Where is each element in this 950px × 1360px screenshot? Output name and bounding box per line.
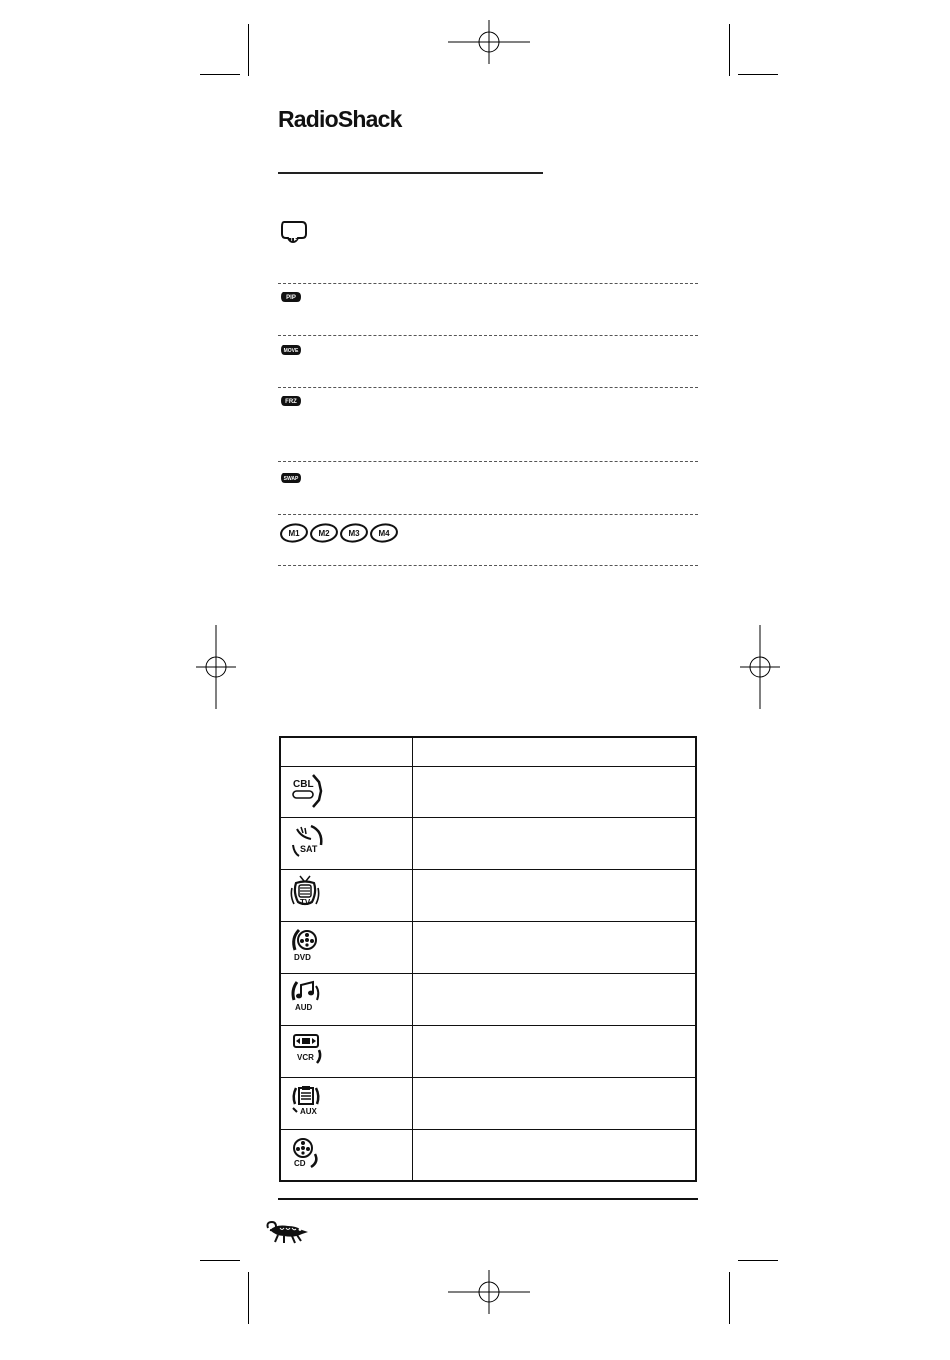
- registration-mark-top: [448, 20, 530, 64]
- registration-mark-right: [740, 625, 780, 709]
- crop-mark: [248, 1272, 249, 1324]
- macro-button-label: M2: [318, 529, 330, 538]
- crop-mark: [729, 1272, 730, 1324]
- table-row: [281, 922, 695, 974]
- macro-button-m1: [280, 523, 308, 543]
- macro-button-m4: [370, 523, 398, 543]
- table-row: [281, 1130, 695, 1180]
- macro-button-label: M4: [378, 529, 390, 538]
- registration-mark-bottom: [448, 1270, 530, 1314]
- divider: [278, 283, 698, 284]
- table-row: [281, 766, 695, 818]
- device-label: DVD: [294, 953, 311, 962]
- macro-button-label: M1: [288, 529, 300, 538]
- device-label: VCR: [297, 1053, 314, 1062]
- table-row: [281, 1078, 695, 1130]
- crop-mark: [738, 1260, 778, 1261]
- divider: [278, 565, 698, 566]
- device-table: [279, 736, 697, 1182]
- frz-button-label: FRZ: [285, 399, 297, 406]
- crop-mark: [729, 24, 730, 76]
- divider: [278, 461, 698, 462]
- table-header: [281, 738, 695, 767]
- radioshack-logo: RadioShack: [278, 106, 402, 132]
- macro-button-m2: [310, 523, 338, 543]
- pip-small-button: [280, 291, 302, 303]
- music-note-icon: [289, 978, 329, 1020]
- device-label: CD: [294, 1159, 306, 1168]
- device-label: AUX: [300, 1107, 317, 1116]
- macro-buttons: [280, 523, 400, 543]
- divider: [278, 387, 698, 388]
- dvd-disc-icon: [289, 926, 329, 968]
- table-row: [281, 870, 695, 922]
- footer-rule: [278, 1198, 698, 1200]
- move-small-button: [280, 344, 302, 356]
- device-label: CBL: [293, 779, 314, 790]
- device-label: SAT: [300, 844, 318, 854]
- move-button-label: MOVE: [283, 348, 299, 355]
- crop-mark: [248, 24, 249, 76]
- svg-text:I: I: [291, 237, 293, 243]
- pip-button-label: PIP: [286, 295, 296, 302]
- swap-small-button: [280, 472, 302, 484]
- macro-button-m3: [340, 523, 368, 543]
- compact-disc-icon: [289, 1134, 329, 1176]
- television-icon: [289, 874, 329, 916]
- device-label: AUD: [295, 1003, 313, 1012]
- vcr-tape-icon: [289, 1030, 329, 1072]
- pip-button-icon: [280, 220, 308, 244]
- satellite-icon: [289, 823, 329, 863]
- chameleon-mascot-icon: [262, 1218, 310, 1246]
- frz-small-button: [280, 395, 302, 407]
- section-rule: [278, 172, 543, 174]
- crop-mark: [738, 74, 778, 75]
- aux-device-icon: [289, 1082, 329, 1124]
- divider: [278, 335, 698, 336]
- swap-button-label: SWAP: [283, 476, 299, 483]
- crop-mark: [200, 1260, 240, 1261]
- device-label: TV: [300, 898, 311, 907]
- table-row: [281, 974, 695, 1026]
- table-row: [281, 1026, 695, 1078]
- macro-button-label: M3: [348, 529, 360, 538]
- registration-mark-left: [196, 625, 236, 709]
- divider: [278, 514, 698, 515]
- cable-box-icon: [289, 772, 329, 810]
- crop-mark: [200, 74, 240, 75]
- table-row: [281, 818, 695, 870]
